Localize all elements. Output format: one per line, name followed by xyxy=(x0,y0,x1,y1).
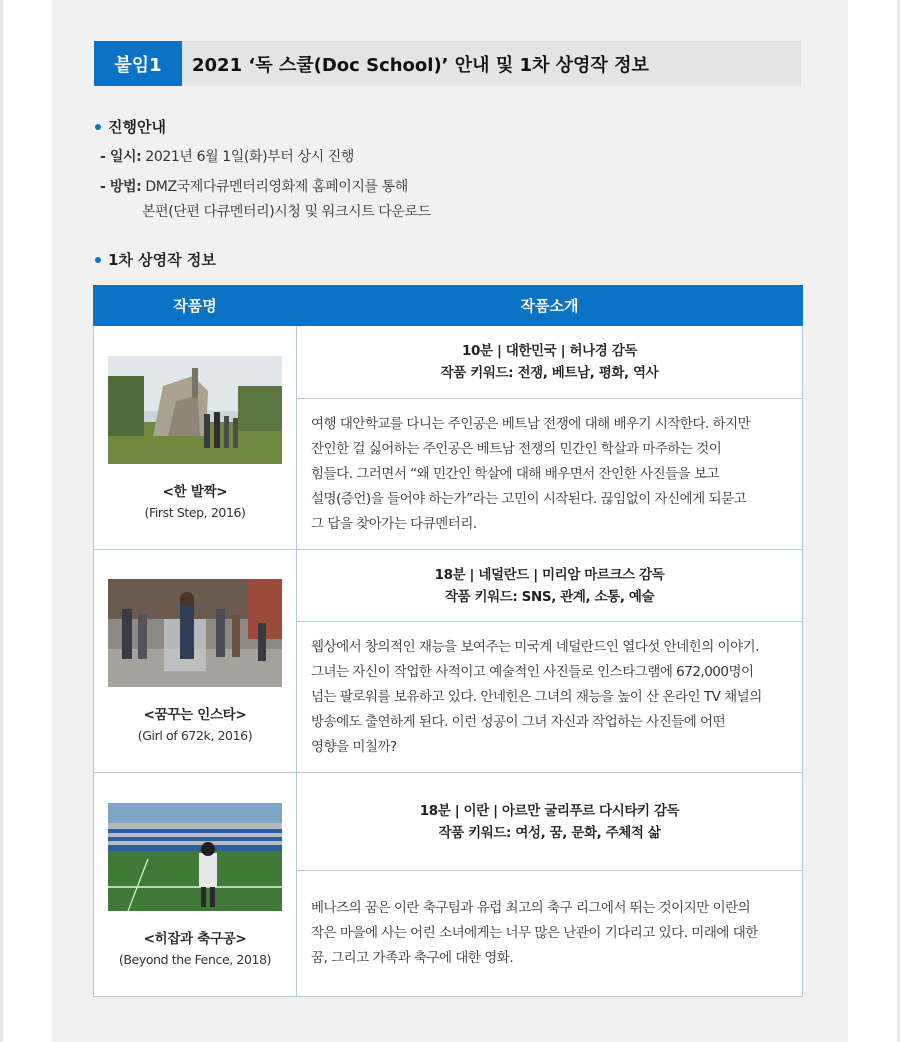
film-still-girl-of-672k xyxy=(108,579,282,687)
film-keywords: 작품 키워드: 전쟁, 베트남, 평화, 역사 xyxy=(440,365,659,381)
film-desc-cell xyxy=(297,622,803,773)
section-progress-label: 진행안내 xyxy=(108,118,166,136)
method-value-1: DMZ국제다큐멘터리영화제 홈페이지를 통해 xyxy=(145,179,408,195)
desc-line: 잔인한 걸 싫어하는 주인공은 베트남 전쟁의 민간인 학살과 마주하는 것이 xyxy=(311,440,722,457)
film-en-title: (First Step, 2016) xyxy=(144,504,246,520)
title-bar xyxy=(94,41,801,86)
film-title-cell xyxy=(94,326,297,550)
film-ko-title: <꿈꾸는 인스타> xyxy=(143,707,247,723)
method-label: - 방법: xyxy=(100,179,142,195)
date-label: - 일시: xyxy=(100,149,142,165)
desc-line: 베나즈의 꿈은 이란 축구팀과 유럽 최고의 축구 리그에서 뛰는 것이지만 이란의 xyxy=(311,900,751,916)
section-films-label: 1차 상영작 정보 xyxy=(108,251,216,269)
bullet-icon xyxy=(95,257,101,263)
film-meta-line1: 18분 | 네덜란드 | 미리암 마르크스 감독 xyxy=(434,566,665,583)
table-row xyxy=(94,773,803,871)
col-title-header: 작품명 xyxy=(94,286,297,326)
info-date xyxy=(100,146,354,166)
table-row xyxy=(94,550,803,622)
film-desc-cell xyxy=(297,399,803,550)
film-keywords: 작품 키워드: SNS, 관계, 소통, 예술 xyxy=(444,588,655,605)
desc-line: 설명(증언)을 들어야 하는가”라는 고민이 시작된다. 끊임없이 자신에게 되묻고 xyxy=(311,490,747,507)
film-meta-cell xyxy=(297,773,803,871)
page-frame-left xyxy=(0,0,3,1042)
film-en-title: (Beyond the Fence, 2018) xyxy=(118,951,272,967)
film-keywords: 작품 키워드: 여성, 꿈, 문화, 주체적 삶 xyxy=(438,824,661,841)
section-progress-heading xyxy=(95,116,166,137)
desc-line: 작은 마을에 사는 어린 소녀에게는 너무 많은 난관이 기다리고 있다. 미래에 대한 xyxy=(311,925,758,941)
table-row xyxy=(94,326,803,399)
films-table xyxy=(93,285,803,997)
film-title-cell xyxy=(94,773,297,997)
bullet-icon xyxy=(95,124,101,130)
method-value-2: 본편(단편 다큐멘터리)시청 및 워크시트 다운로드 xyxy=(142,204,431,220)
table-header-row xyxy=(94,286,803,326)
desc-line: 꿈, 그리고 가족과 축구에 대한 영화. xyxy=(311,950,514,966)
desc-line: 웹상에서 창의적인 재능을 보여주는 미국계 네덜란드인 열다섯 안네힌의 이야기. xyxy=(311,638,759,655)
film-meta-cell xyxy=(297,326,803,399)
film-desc-cell xyxy=(297,871,803,997)
film-en-title: (Girl of 672k, 2016) xyxy=(137,728,253,743)
film-meta-line1: 10분 | 대한민국 | 허나경 감독 xyxy=(462,343,637,359)
film-ko-title: <히잡과 축구공> xyxy=(143,930,247,947)
film-description xyxy=(297,635,802,760)
film-ko-title: <한 발짝> xyxy=(162,483,228,500)
desc-line: 영향을 미칠까? xyxy=(311,738,397,755)
desc-line: 그녀는 자신이 작업한 사적이고 예술적인 사진들로 인스타그램에 672,000명이 xyxy=(311,663,754,680)
film-meta-line1: 18분 | 이란 | 아르만 굴리푸르 다시타키 감독 xyxy=(419,802,680,819)
desc-line: 그 답을 찾아가는 다큐멘터리. xyxy=(311,515,477,532)
desc-line: 힘들다. 그러면서 “왜 민간인 학살에 대해 배우면서 잔인한 사진들을 보고 xyxy=(311,465,720,482)
film-still-beyond-the-fence xyxy=(108,803,282,911)
desc-line: 방송에도 출연하게 된다. 이런 성공이 그녀 자신과 작업하는 사진들에 어떤 xyxy=(311,713,726,730)
film-description xyxy=(297,412,802,537)
desc-line: 넘는 팔로워를 보유하고 있다. 안네힌은 그녀의 재능을 높이 산 온라인 TV 채널의 xyxy=(311,688,762,705)
page-title: 2021 ‘독 스쿨(Doc School)’ 안내 및 1차 상영작 정보 xyxy=(192,54,649,76)
attachment-tag: 붙임1 xyxy=(94,41,182,86)
info-method xyxy=(100,176,408,196)
section-films-heading xyxy=(95,249,216,270)
film-description xyxy=(297,896,802,971)
col-intro-header: 작품소개 xyxy=(297,286,803,326)
date-value: 2021년 6월 1일(화)부터 상시 진행 xyxy=(145,149,355,165)
film-still-first-step xyxy=(108,356,282,464)
film-meta-cell xyxy=(297,550,803,622)
film-title-cell xyxy=(94,550,297,773)
desc-line: 여행 대안학교를 다니는 주인공은 베트남 전쟁에 대해 배우기 시작한다. 하지만 xyxy=(311,415,751,432)
